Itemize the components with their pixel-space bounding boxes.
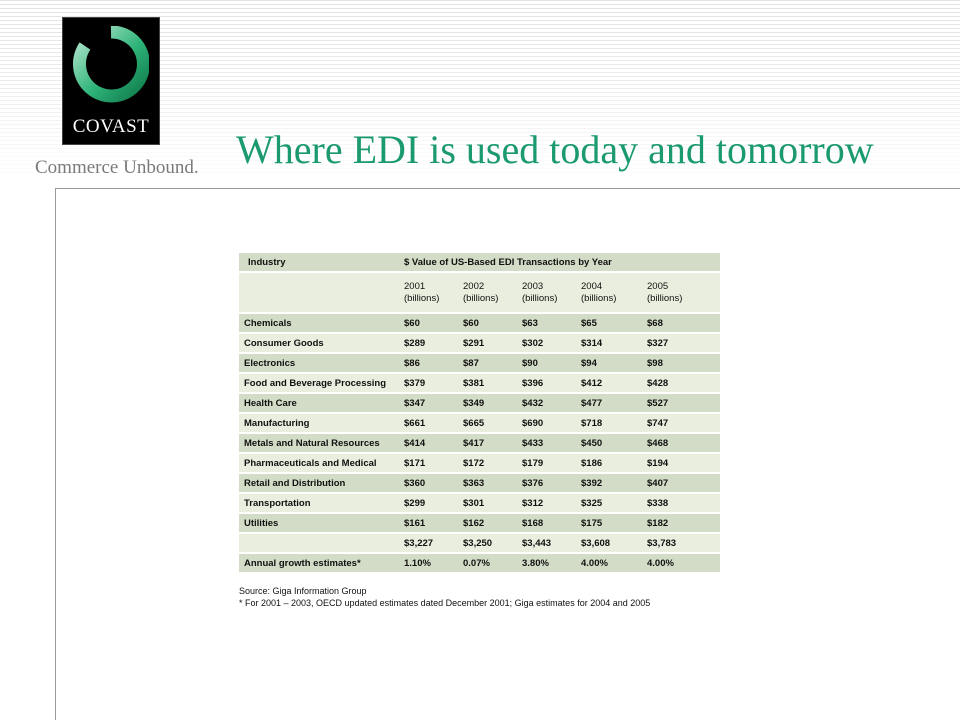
value-cell: $433: [517, 433, 576, 453]
industry-cell: [239, 533, 399, 553]
value-cell: $347: [399, 393, 458, 413]
value-cell: $3,608: [576, 533, 642, 553]
industry-cell: Metals and Natural Resources: [239, 433, 399, 453]
value-cell: $175: [576, 513, 642, 533]
value-cell: $327: [642, 333, 720, 353]
value-cell: $376: [517, 473, 576, 493]
value-cell: $428: [642, 373, 720, 393]
source-note: [239, 585, 650, 609]
logo-wordmark: COVAST: [72, 116, 150, 137]
table-row: [239, 393, 720, 413]
value-cell: $661: [399, 413, 458, 433]
footnote-line: * For 2001 – 2003, OECD updated estimates dated December 2001; Giga estimates for 2004 and 2005: [239, 598, 651, 608]
edi-table-container: [239, 253, 720, 574]
table-row: [239, 433, 720, 453]
value-cell: $417: [458, 433, 517, 453]
value-cell: 4.00%: [576, 553, 642, 573]
value-cell: $86: [399, 353, 458, 373]
value-cell: $90: [517, 353, 576, 373]
table-row: [239, 333, 720, 353]
industry-cell: Electronics: [239, 353, 399, 373]
value-cell: $182: [642, 513, 720, 533]
value-cell: 4.00%: [642, 553, 720, 573]
value-cell: $360: [399, 473, 458, 493]
value-cell: $379: [399, 373, 458, 393]
value-cell: 1.10%: [399, 553, 458, 573]
value-cell: $412: [576, 373, 642, 393]
year-label: 2003: [522, 280, 544, 292]
year-header-cell: [458, 272, 517, 313]
value-cell: $432: [517, 393, 576, 413]
industry-cell: Retail and Distribution: [239, 473, 399, 493]
year-unit: (billions): [463, 292, 499, 304]
header-industry: Industry: [239, 253, 399, 272]
table-header-row: [239, 253, 720, 272]
value-cell: $60: [458, 313, 517, 333]
year-header-cell: [642, 272, 720, 313]
brand-tagline: Commerce Unbound.: [35, 157, 199, 178]
table-row: [239, 313, 720, 333]
ring-logo-icon: [73, 26, 149, 104]
value-cell: $87: [458, 353, 517, 373]
value-cell: $162: [458, 513, 517, 533]
covast-logo: [62, 17, 160, 145]
industry-cell: Health Care: [239, 393, 399, 413]
value-cell: $63: [517, 313, 576, 333]
value-cell: $172: [458, 453, 517, 473]
value-cell: $194: [642, 453, 720, 473]
value-cell: $94: [576, 353, 642, 373]
slide-title: Where EDI is used today and tomorrow: [236, 127, 874, 172]
year-unit: (billions): [522, 292, 558, 304]
value-cell: $3,227: [399, 533, 458, 553]
industry-cell: Consumer Goods: [239, 333, 399, 353]
year-header-cell: [576, 272, 642, 313]
value-cell: $314: [576, 333, 642, 353]
table-row: [239, 353, 720, 373]
value-cell: $60: [399, 313, 458, 333]
header-value: $ Value of US-Based EDI Transactions by Year: [399, 253, 720, 272]
value-cell: $291: [458, 333, 517, 353]
value-cell: $3,250: [458, 533, 517, 553]
year-label: 2001: [404, 280, 426, 292]
value-cell: $450: [576, 433, 642, 453]
year-label: 2004: [581, 280, 603, 292]
value-cell: $65: [576, 313, 642, 333]
industry-cell: Utilities: [239, 513, 399, 533]
value-cell: $349: [458, 393, 517, 413]
value-cell: $179: [517, 453, 576, 473]
source-line: Source: Giga Information Group: [239, 586, 367, 596]
industry-cell: Chemicals: [239, 313, 399, 333]
value-cell: $381: [458, 373, 517, 393]
year-header-cell: [517, 272, 576, 313]
value-cell: $747: [642, 413, 720, 433]
years-blank-cell: [239, 272, 399, 313]
value-cell: $171: [399, 453, 458, 473]
table-row: [239, 413, 720, 433]
value-cell: $161: [399, 513, 458, 533]
industry-cell: Transportation: [239, 493, 399, 513]
value-cell: $299: [399, 493, 458, 513]
value-cell: 0.07%: [458, 553, 517, 573]
table-row: [239, 553, 720, 573]
value-cell: $396: [517, 373, 576, 393]
table-row: [239, 493, 720, 513]
industry-cell: Manufacturing: [239, 413, 399, 433]
table-row: [239, 473, 720, 493]
year-label: 2005: [647, 280, 669, 292]
industry-cell: Pharmaceuticals and Medical: [239, 453, 399, 473]
edi-transactions-table: [239, 253, 720, 574]
value-cell: $468: [642, 433, 720, 453]
year-unit: (billions): [647, 292, 683, 304]
industry-cell: Food and Beverage Processing: [239, 373, 399, 393]
table-row: [239, 513, 720, 533]
value-cell: $690: [517, 413, 576, 433]
value-cell: $718: [576, 413, 642, 433]
year-header-cell: [399, 272, 458, 313]
value-cell: $98: [642, 353, 720, 373]
value-cell: $363: [458, 473, 517, 493]
year-unit: (billions): [404, 292, 440, 304]
year-unit: (billions): [581, 292, 617, 304]
table-row: [239, 533, 720, 553]
table-row: [239, 453, 720, 473]
table-years-row: [239, 272, 720, 313]
value-cell: $301: [458, 493, 517, 513]
value-cell: $407: [642, 473, 720, 493]
table-row: [239, 373, 720, 393]
value-cell: $68: [642, 313, 720, 333]
value-cell: $665: [458, 413, 517, 433]
value-cell: $312: [517, 493, 576, 513]
value-cell: $392: [576, 473, 642, 493]
value-cell: $477: [576, 393, 642, 413]
value-cell: 3.80%: [517, 553, 576, 573]
value-cell: $289: [399, 333, 458, 353]
value-cell: $186: [576, 453, 642, 473]
value-cell: $527: [642, 393, 720, 413]
industry-cell: Annual growth estimates*: [239, 553, 399, 573]
value-cell: $414: [399, 433, 458, 453]
value-cell: $168: [517, 513, 576, 533]
value-cell: $302: [517, 333, 576, 353]
value-cell: $325: [576, 493, 642, 513]
value-cell: $3,443: [517, 533, 576, 553]
value-cell: $338: [642, 493, 720, 513]
value-cell: $3,783: [642, 533, 720, 553]
year-label: 2002: [463, 280, 485, 292]
